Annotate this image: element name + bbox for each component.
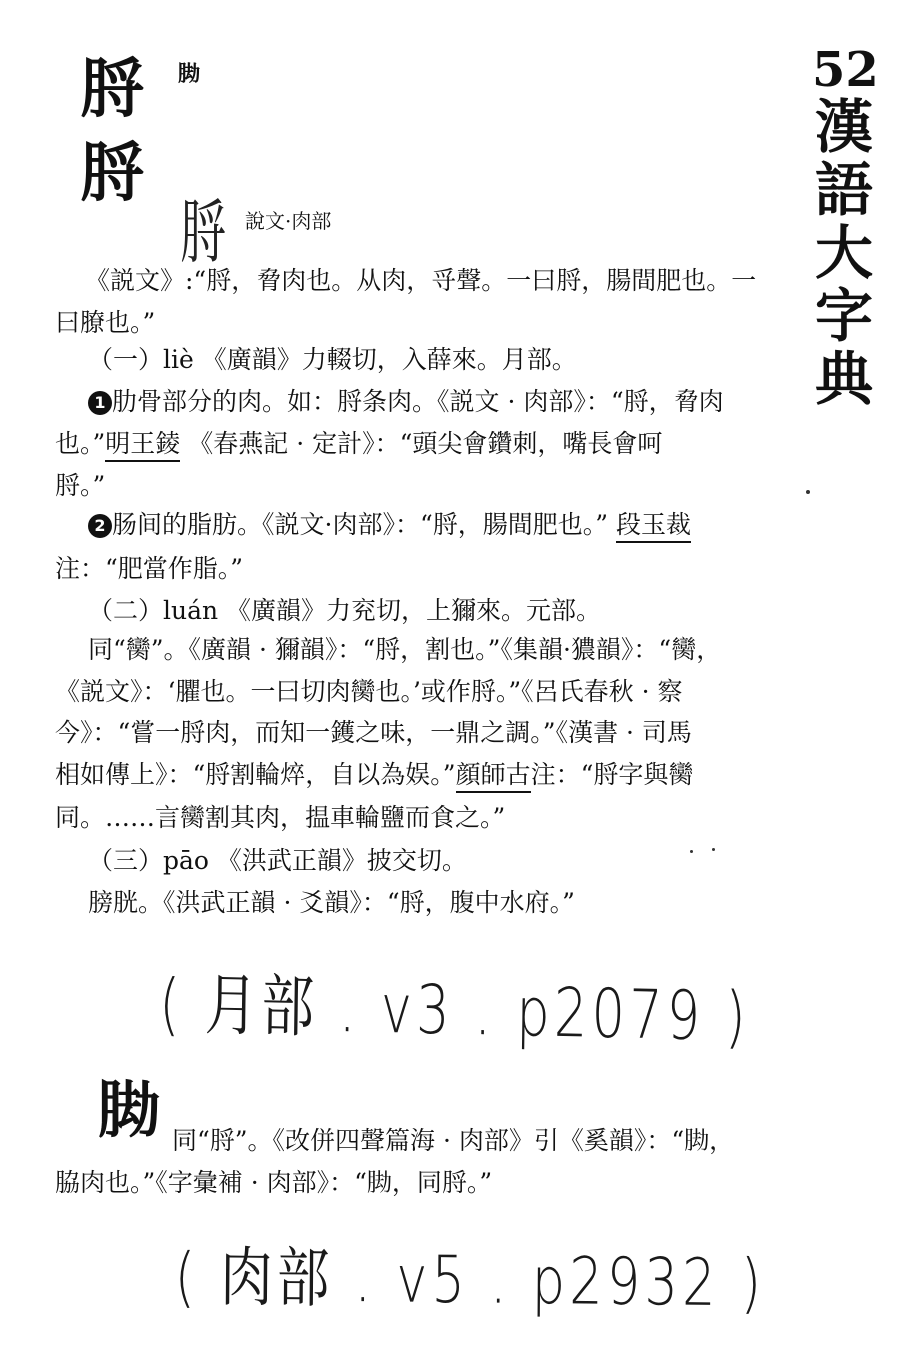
sense-marker: 2 <box>88 514 112 538</box>
title-char: 漢 <box>815 93 874 161</box>
entry-variant: 𦛕 <box>178 61 201 87</box>
sense-line <box>88 389 724 415</box>
seal-source: 說文·肉部 <box>245 209 332 233</box>
text-line: 《春燕記 · 定計》：“頭尖會鑽刺，嘴長會呵 <box>188 429 663 458</box>
pronunciation-1: （一）liè 《廣韻》力輟切，入薛來。月部。 <box>88 345 577 374</box>
scan-speck <box>690 850 693 853</box>
text-line: 《説文》:“脟，脅肉也。从肉，寽聲。一曰脟，腸間肥也。一 <box>85 266 757 295</box>
title-char: 語 <box>815 156 874 224</box>
pronunciation-3: （三）pāo 《洪武正韻》披交切。 <box>88 846 467 875</box>
scan-speck <box>712 848 715 851</box>
text-line: 曰膫也。” <box>55 308 156 337</box>
entry-heading: 脟 <box>80 52 142 127</box>
dictionary-title-vertical <box>815 93 874 413</box>
pronunciation-2: （二）luán 《廣韻》力兖切，上獮來。元部。 <box>88 596 602 625</box>
text-line: 肠间的脂肪。《説文·肉部》：“脟，腸間肥也。” <box>112 510 609 539</box>
handwritten-reference-2: ( 肉部 . v5 . p2932 ) <box>174 1239 766 1322</box>
scan-speck <box>806 490 810 494</box>
entry-heading-traditional: 脟 <box>80 136 142 211</box>
text-line: 肋骨部分的肉。如：脟条肉。《説文 · 肉部》：“脟，脅肉 <box>112 387 724 416</box>
title-char: 大 <box>815 219 874 287</box>
handwritten-reference: ( 月部 . v3 . p2079 ) <box>158 964 751 1057</box>
text-line: 相如傳上》：“脟割輪焠，自以為娱。” <box>55 760 456 789</box>
text-line: 今》：“嘗一脟肉，而知一鑊之味，一鼎之調。”《漢書 · 司馬 <box>55 718 692 747</box>
underlined-name: 顔師古 <box>456 760 531 793</box>
text-line: 同“脟”。《改併四聲篇海 · 肉部》引《奚韻》：“𦛕， <box>172 1126 735 1155</box>
underlined-name: 段玉裁 <box>616 510 691 543</box>
text-line: 也。” <box>55 429 106 458</box>
text-line: 《説文》：‘臞也。一曰切肉臠也。’或作脟。”《呂氏春秋 · 察 <box>55 677 683 706</box>
sense-line <box>55 762 693 787</box>
underlined-name: 明王錂 <box>105 429 180 462</box>
sense-line <box>88 512 691 538</box>
seal-script-glyph: 脟 <box>180 191 226 273</box>
text-line: 脟。” <box>55 471 106 500</box>
title-char: 字 <box>815 282 874 350</box>
text-line: 注：“肥當作脂。” <box>55 554 244 583</box>
text-line: 同“臠”。《廣韻 · 獮韻》：“脟，割也。”《集韻·㺜韻》：“臠， <box>88 635 722 664</box>
sense-line <box>55 431 662 456</box>
text-line: 注：“脟字與臠 <box>530 760 694 789</box>
sense-marker: 1 <box>88 391 112 415</box>
text-line: 脇肉也。”《字彙補 · 肉部》：“𦛕，同脟。” <box>55 1168 493 1197</box>
text-line: 膀胱。《洪武正韻 · 爻韻》：“脟，腹中水府。” <box>88 888 575 917</box>
entry-heading-2: 𦛕 <box>98 1074 161 1147</box>
page-number: 52 <box>812 42 879 98</box>
title-char: 典 <box>815 345 874 413</box>
text-line: 同。……言臠割其肉，揾車輪鹽而食之。” <box>55 803 506 832</box>
